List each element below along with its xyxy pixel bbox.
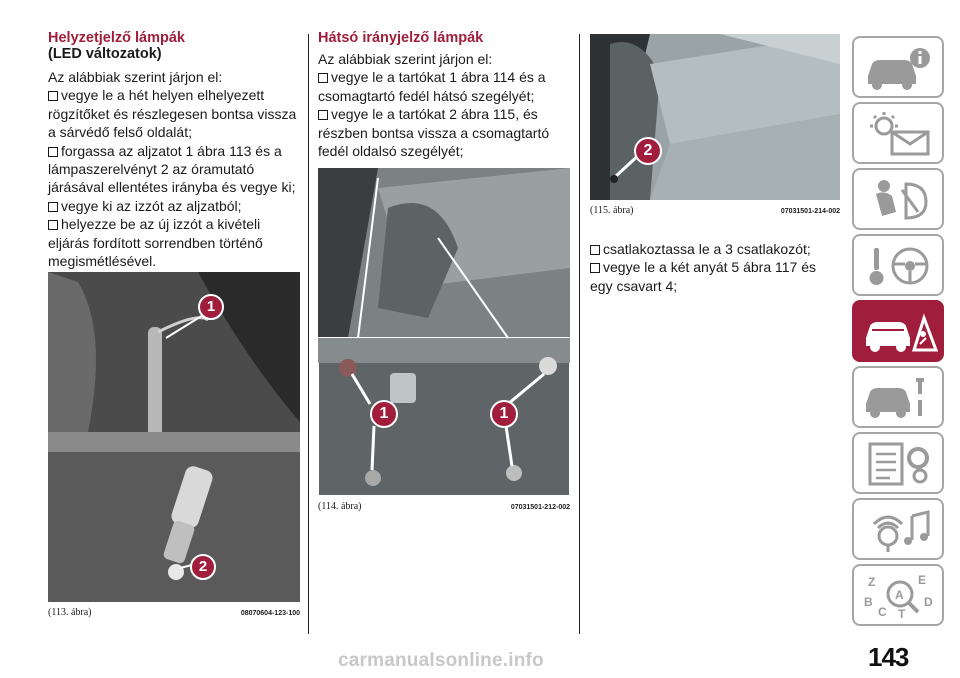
figure-114 bbox=[318, 168, 570, 512]
step-item: csatlakoztassa le a 3 csatlakozót; bbox=[590, 240, 840, 258]
warning-lights-icon bbox=[862, 110, 938, 158]
sidebar-tab-car-info[interactable] bbox=[852, 36, 944, 98]
step-item: vegye le a hét helyen elhelyezett rögzítőket és részlegesen bontsa vissza a sárvédő felső oldalát; bbox=[48, 87, 297, 141]
sidebar-tab-multimedia[interactable] bbox=[852, 498, 944, 560]
checkbox-bullet-icon bbox=[318, 110, 328, 120]
sidebar-tab-index[interactable] bbox=[852, 564, 944, 626]
section-title: Helyzetjelző lámpák bbox=[48, 30, 185, 46]
step-item: forgassa az aljzatot 1 ábra 113 és a lámpaszerelvényt 2 az óramutató járásával ellentétes irányba és vegye ki; bbox=[48, 142, 296, 196]
checkbox-bullet-icon bbox=[590, 263, 600, 273]
callout-2: 2 bbox=[634, 137, 662, 165]
car-maintenance-icon bbox=[862, 374, 938, 422]
figure-image bbox=[590, 34, 840, 200]
section-title: Hátsó irányjelző lámpák bbox=[318, 30, 484, 46]
callout-1: 1 bbox=[198, 294, 224, 320]
checkbox-bullet-icon bbox=[48, 147, 58, 157]
sidebar-tab-starting-driving[interactable] bbox=[852, 234, 944, 296]
figure-image bbox=[48, 272, 300, 602]
index-letter: C bbox=[878, 605, 887, 619]
checkbox-bullet-icon bbox=[48, 91, 58, 101]
step-item: vegye le a két anyát 5 ábra 117 és egy csavart 4; bbox=[590, 259, 816, 294]
index-letter: D bbox=[924, 595, 933, 609]
step-item: vegye le a tartókat 1 ábra 114 és a csomagtartó fedél hátsó szegélyét; bbox=[318, 69, 546, 104]
index-letter: Z bbox=[868, 575, 876, 589]
watermark: carmanualsonline.info bbox=[338, 650, 544, 671]
figure-115 bbox=[590, 34, 840, 216]
intro-text: Az alábbiak szerint járjon el: bbox=[318, 51, 493, 67]
index-letter: B bbox=[864, 595, 873, 609]
sidebar-tab-safety[interactable] bbox=[852, 168, 944, 230]
page-number: 143 bbox=[868, 642, 909, 672]
sidebar-tab-maintenance[interactable] bbox=[852, 366, 944, 428]
index-letter: T bbox=[898, 607, 906, 620]
callout-1: 1 bbox=[490, 400, 518, 428]
technical-data-icon bbox=[862, 440, 938, 488]
step-item: vegye le a tartókat 2 ábra 115, és részben bontsa vissza a csomagtartó fedél oldalsó szegélyét; bbox=[318, 106, 550, 160]
steering-wheel-key-icon bbox=[862, 242, 938, 290]
section-steps-continued bbox=[590, 240, 840, 295]
sidebar-tab-warning-lights[interactable] bbox=[852, 102, 944, 164]
section-rear-indicators bbox=[318, 30, 570, 160]
index-icon bbox=[862, 572, 938, 620]
intro-text: Az alábbiak szerint járjon el: bbox=[48, 69, 223, 85]
column-divider bbox=[579, 34, 580, 634]
step-item: helyezze be az új izzót a kivételi eljárás fordított sorrendben történő megismétlésével. bbox=[48, 216, 263, 270]
step-item: vegye ki az izzót az aljzatból; bbox=[48, 197, 300, 215]
checkbox-bullet-icon bbox=[48, 202, 58, 212]
checkbox-bullet-icon bbox=[318, 73, 328, 83]
index-letter: E bbox=[918, 573, 927, 587]
index-letter: A bbox=[895, 588, 904, 602]
checkbox-bullet-icon bbox=[48, 220, 58, 230]
section-position-lamps bbox=[48, 30, 300, 270]
section-subtitle: (LED változatok) bbox=[48, 46, 162, 62]
callout-2: 2 bbox=[190, 554, 216, 580]
car-emergency-icon bbox=[862, 308, 938, 356]
figure-caption: (113. ábra) 08070604-123-100 bbox=[48, 607, 300, 618]
multimedia-icon bbox=[862, 506, 938, 554]
figure-113 bbox=[48, 272, 300, 618]
sidebar-tab-technical-data[interactable] bbox=[852, 432, 944, 494]
figure-caption: (115. ábra) 07031501-214-002 bbox=[590, 205, 840, 216]
safety-airbag-icon bbox=[862, 176, 938, 224]
car-info-icon bbox=[862, 44, 938, 92]
column-divider bbox=[308, 34, 309, 634]
callout-1: 1 bbox=[370, 400, 398, 428]
sidebar-tab-emergency[interactable] bbox=[852, 300, 944, 362]
figure-caption: (114. ábra) 07031501-212-002 bbox=[318, 501, 570, 512]
figure-image bbox=[318, 168, 570, 496]
checkbox-bullet-icon bbox=[590, 245, 600, 255]
